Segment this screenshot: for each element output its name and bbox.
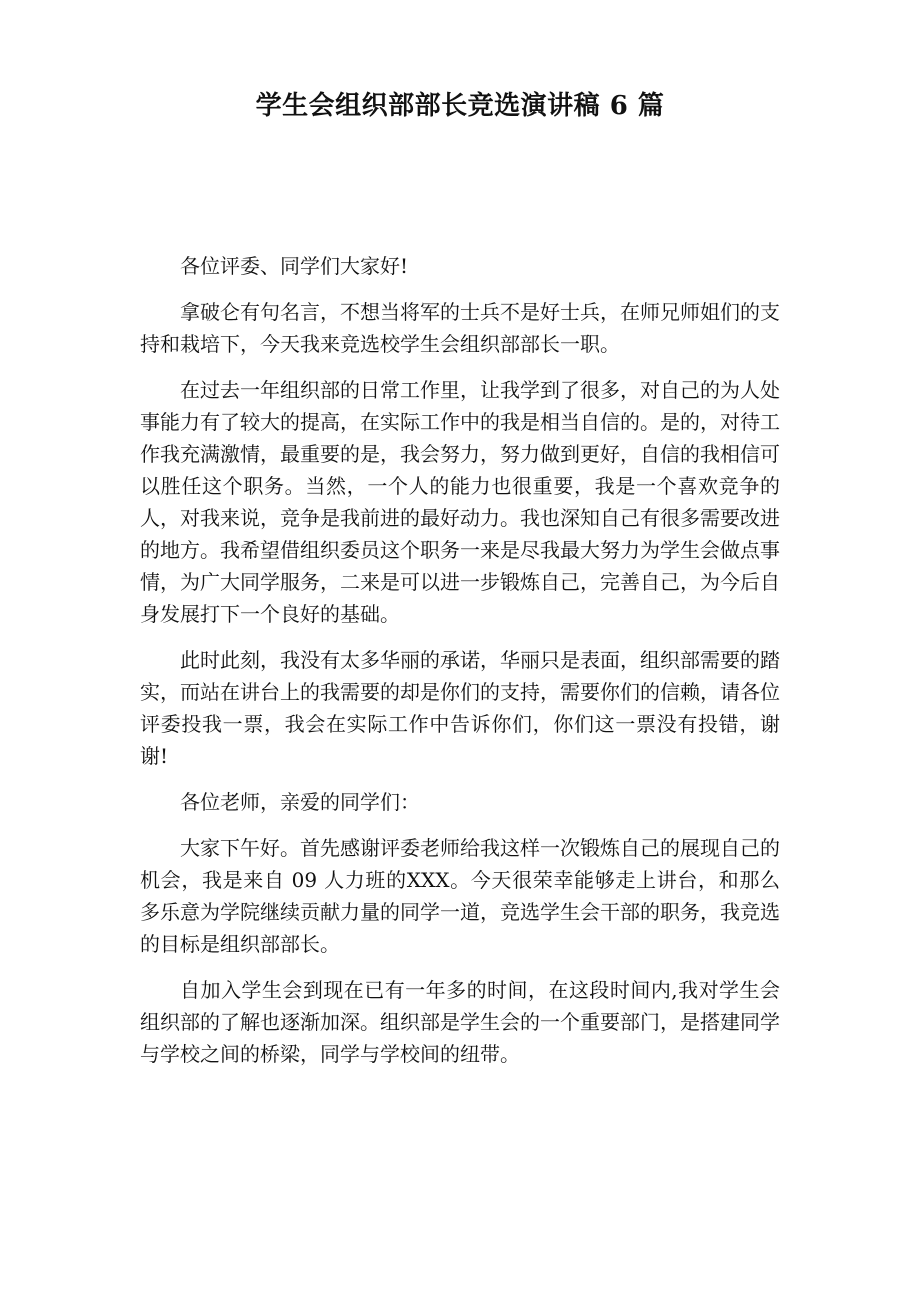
document-body <box>140 250 780 1084</box>
paragraph-closing-appeal: 此时此刻，我没有太多华丽的承诺，华丽只是表面，组织部需要的踏实，而站在讲台上的我需要的却是你们的支持，需要你们的信赖，请各位评委投我一票，我会在实际工作中告诉你们，你们这一票没有投错，谢谢! <box>140 648 780 768</box>
paragraph-about-department: 自加入学生会到现在已有一年多的时间，在这段时间内,我对学生会组织部的了解也逐渐加深。组织部是学生会的一个重要部门，是搭建同学与学校之间的桥梁，同学与学校间的纽带。 <box>140 978 780 1066</box>
paragraph-greeting-teachers: 各位老师，亲爱的同学们： <box>180 790 420 814</box>
document-title: 学生会组织部部长竞选演讲稿 6 篇 <box>255 91 665 121</box>
paragraph-introduction: 大家下午好。首先感谢评委老师给我这样一次锻炼自己的展现自己的机会，我是来自 09 人力班的XXX。今天很荣幸能够走上讲台，和那么多乐意为学院继续贡献力量的同学一道，竞选学生会干部的职务，我竞选的目标是组织部部长。 <box>140 836 780 956</box>
paragraph-greeting-judges: 各位评委、同学们大家好! <box>180 254 409 278</box>
paragraph-past-year-experience: 在过去一年组织部的日常工作里，让我学到了很多，对自己的为人处事能力有了较大的提高，在实际工作中的我是相当自信的。是的，对待工作我充满激情，最重要的是，我会努力，努力做到更好，自信的我相信可以胜任这个职务。当然，一个人的能力也很重要，我是一个喜欢竞争的人，对我来说，竞争是我前进的最好动力。我也深知自己有很多需要改进的地方。我希望借组织委员这个职务一来是尽我最大努力为学生会做点事情，为广大同学服务，二来是可以进一步锻炼自己，完善自己，为今后自身发展打下一个良好的基础。 <box>140 378 780 626</box>
paragraph-napoleon-quote: 拿破仑有句名言，不想当将军的士兵不是好士兵，在师兄师姐们的支持和栽培下，今天我来竞选校学生会组织部部长一职。 <box>140 300 780 356</box>
